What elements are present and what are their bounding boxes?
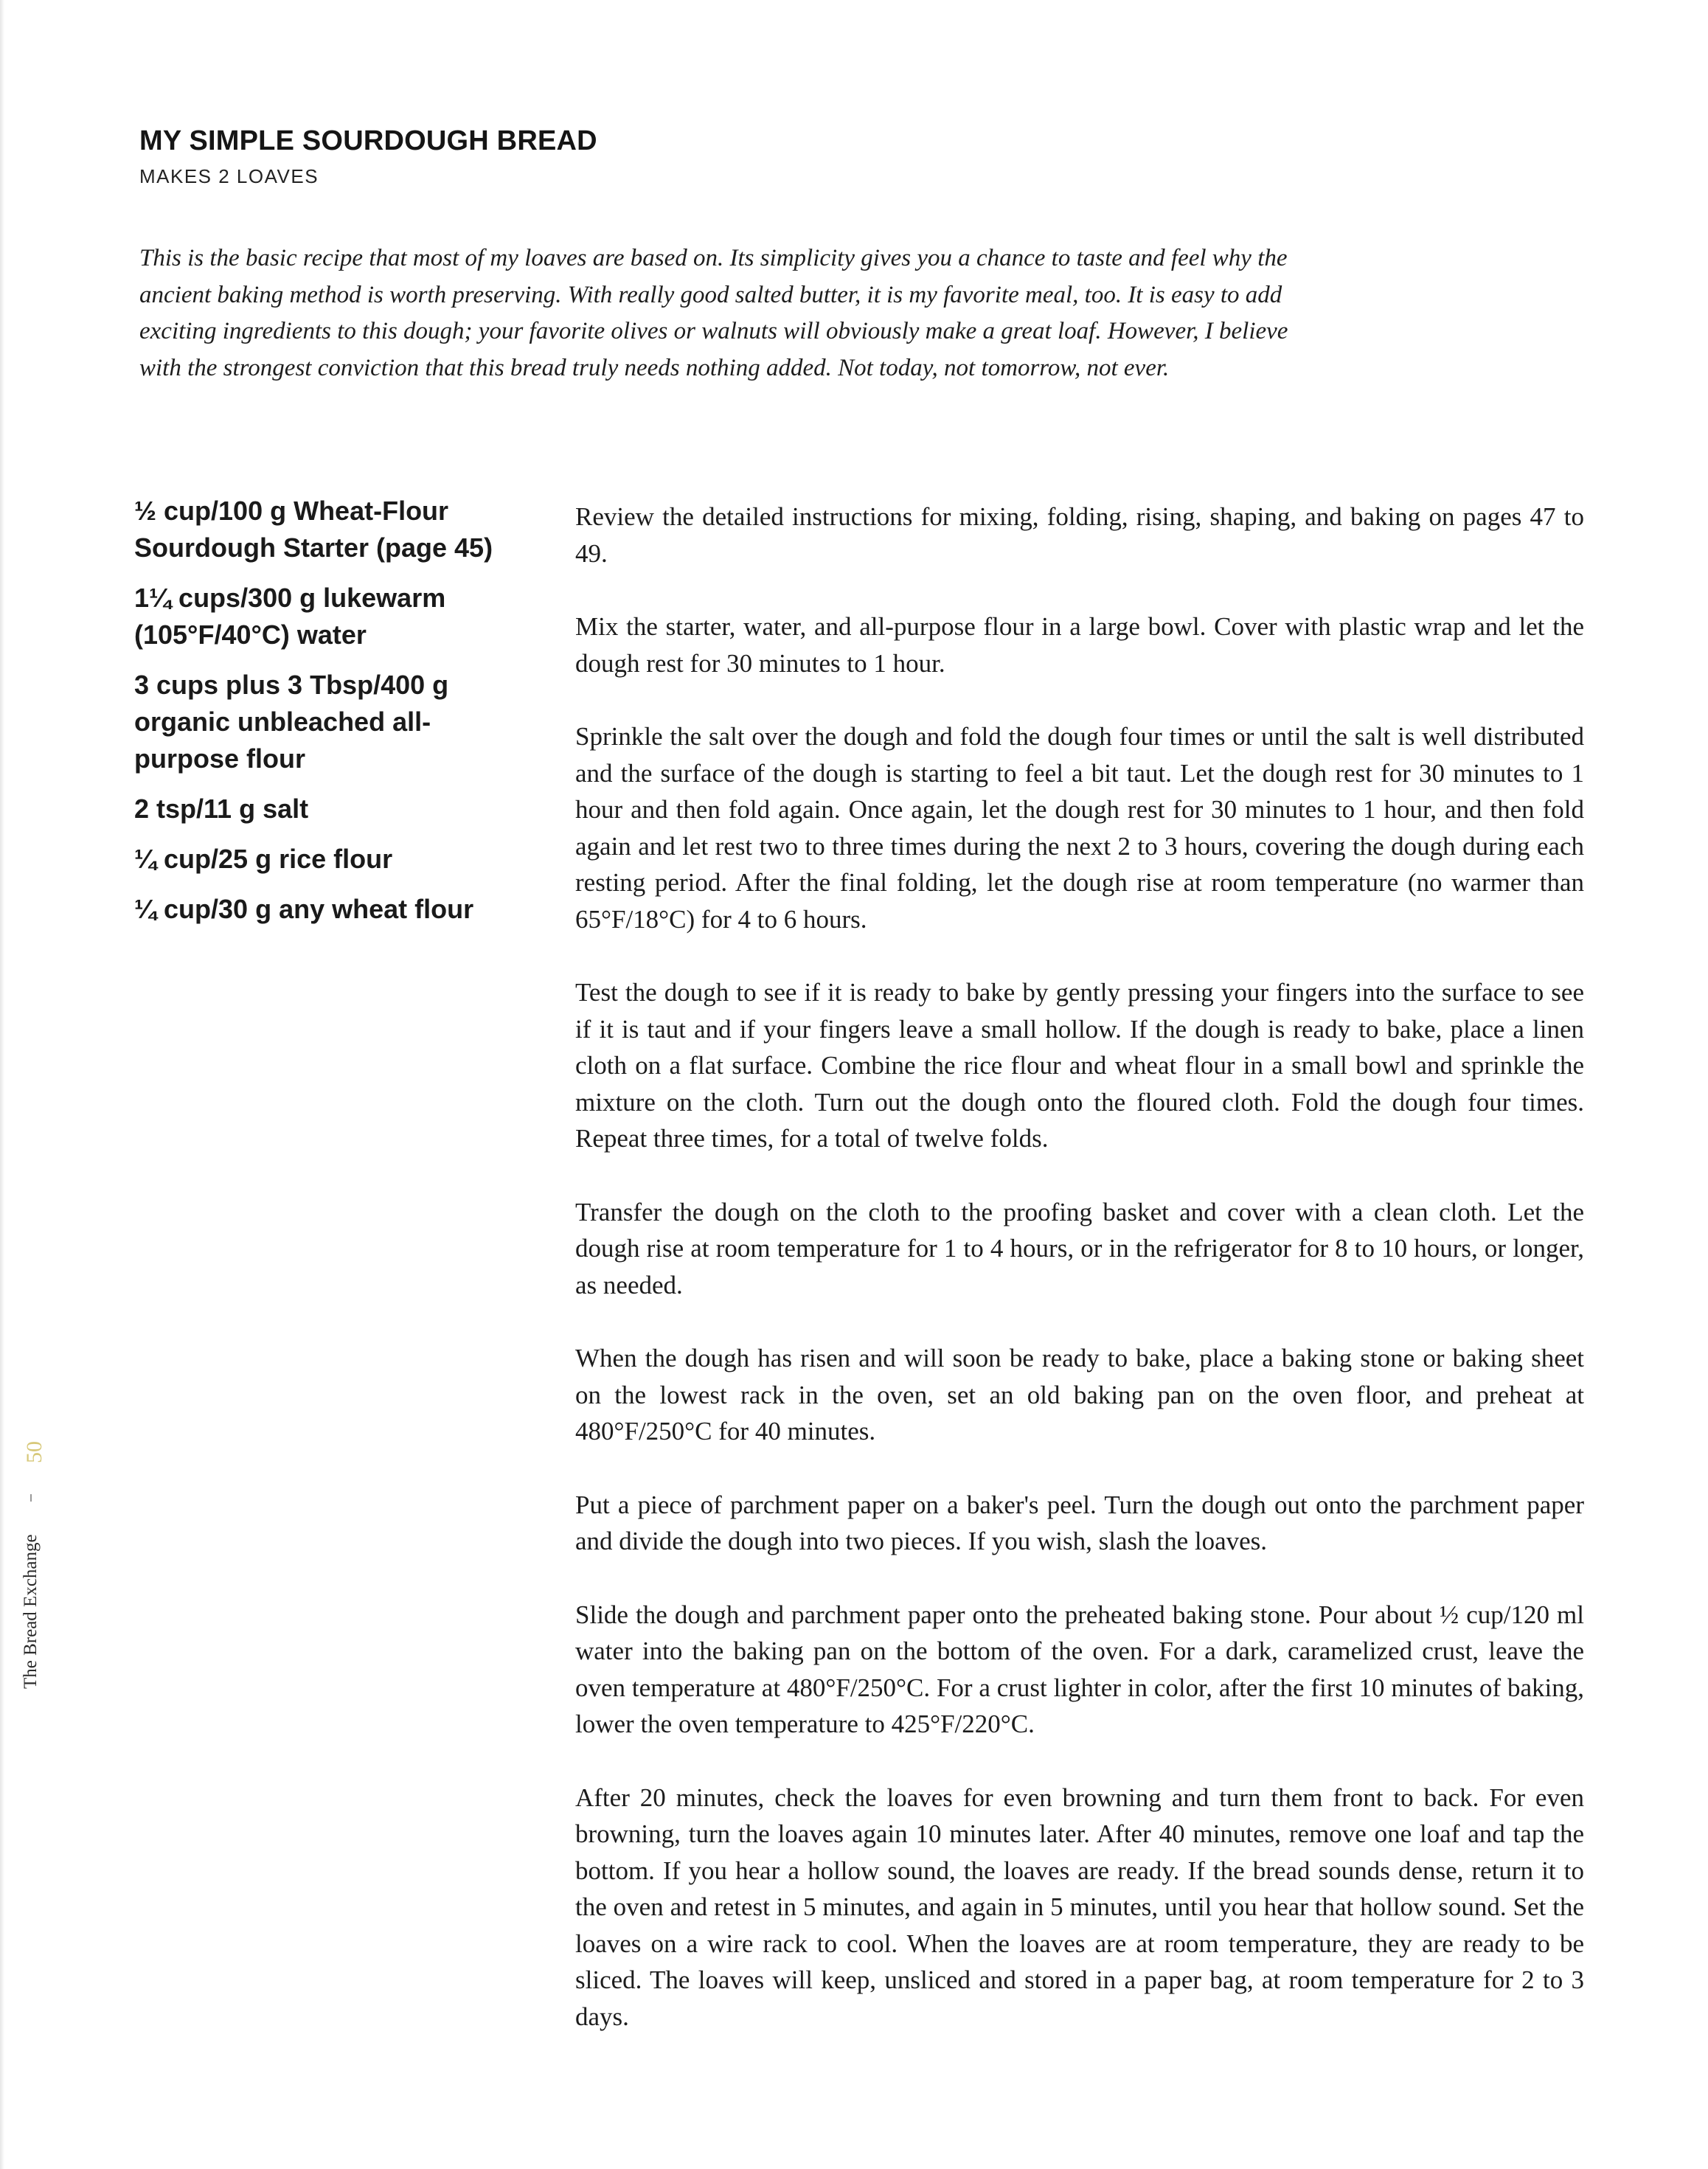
method-step: Sprinkle the salt over the dough and fold the dough four times or until the salt is well distributed and the surface of the dough is starting to feel a bit taut. Let the dough rest for 30 minutes to 1 hour and then fold again. Once again, let the dough rest for 30 minutes to 1 hour, and then fold again and let rest two to three times during the next 2 to 3 hours, covering the dough during each resting period. After the final folding, let the dough rise at room temperature (no warmer than 65°F/18°C) for 4 to 6 hours. [575,722,1584,934]
page-number: 50 [22,1441,46,1463]
running-head: The Bread Exchange [21,1534,41,1689]
ingredient-item: 3 cups plus 3 Tbsp/400 g organic unbleached all-purpose flour [134,670,449,774]
ingredient-list [134,493,532,941]
ingredient-item: 1¼ cups/300 g lukewarm (105°F/40°C) water [134,583,446,650]
recipe-intro: This is the basic recipe that most of my loaves are based on. Its simplicity gives you a chance to taste and feel why the ancient baking method is worth preserving. With really good salted butter, it is my favorite meal, too. It is easy to add exciting ingredients to this dough; your favorite olives or walnuts will obviously make a great loaf. However, I believe with the strongest conviction that this bread truly needs nothing added. Not today, not tomorrow, not ever. [139,245,1288,381]
ingredient-item: ¼ cup/30 g any wheat flour [134,894,474,924]
method-step: Slide the dough and parchment paper onto the preheated baking stone. Pour about ½ cup/120 ml water into the baking pan on the bottom of the oven. For a dark, caramelized crust, leave the oven temperature at 480°F/250°C. For a crust lighter in color, after the first 10 minutes of baking, lower the oven temperature to 425°F/220°C. [575,1600,1584,1738]
recipe-yield: MAKES 2 LOAVES [139,165,319,187]
method-step: Put a piece of parchment paper on a baker's peel. Turn the dough out onto the parchment paper and divide the dough into two pieces. If you wish, slash the loaves. [575,1490,1584,1555]
ingredient-item: 2 tsp/11 g salt [134,794,309,824]
method-step: Review the detailed instructions for mixing, folding, rising, shaping, and baking on pages 47 to 49. [575,502,1584,568]
method-step: When the dough has risen and will soon be ready to bake, place a baking stone or baking sheet on the lowest rack in the oven, set an old baking pan on the oven floor, and preheat at 480°F/250°C for 40 minutes. [575,1344,1584,1446]
page-edge-shadow [0,0,4,2169]
method-step: After 20 minutes, check the loaves for even browning and turn them front to back. For even browning, turn the loaves again 10 minutes later. After 40 minutes, remove one loaf and tap the bottom. If you hear a hollow sound, the loaves are ready. If the bread sounds dense, return it to the oven and retest in 5 minutes, and again in 5 minutes, until you hear that hollow sound. Set the loaves on a wire rack to cool. When the loaves are at room temperature, they are ready to be sliced. The loaves will keep, unsliced and stored in a paper bag, at room temperature for 2 to 3 days. [575,1783,1584,2031]
ingredient-item: ½ cup/100 g Wheat-Flour Sourdough Starter (page 45) [134,496,493,563]
footer-separator [30,1494,32,1502]
method-step: Transfer the dough on the cloth to the proofing basket and cover with a clean cloth. Let the dough rise at room temperature for 1 to 4 hours, or in the refrigerator for 8 to 10 hours, or longer, as needed. [575,1197,1584,1299]
method-step: Test the dough to see if it is ready to bake by gently pressing your fingers into the surface to see if it is taut and if your fingers leave a small hollow. If the dough is ready to bake, place a linen cloth on a flat surface. Combine the rice flour and wheat flour in a small bowl and sprinkle the mixture on the cloth. Turn out the dough onto the floured cloth. Fold the dough four times. Repeat three times, for a total of twelve folds. [575,978,1584,1153]
method-steps [575,499,1584,2072]
ingredient-item: ¼ cup/25 g rice flour [134,844,393,874]
method-step: Mix the starter, water, and all-purpose flour in a large bowl. Cover with plastic wrap and let the dough rest for 30 minutes to 1 hour. [575,612,1584,678]
recipe-title: MY SIMPLE SOURDOUGH BREAD [139,125,597,156]
